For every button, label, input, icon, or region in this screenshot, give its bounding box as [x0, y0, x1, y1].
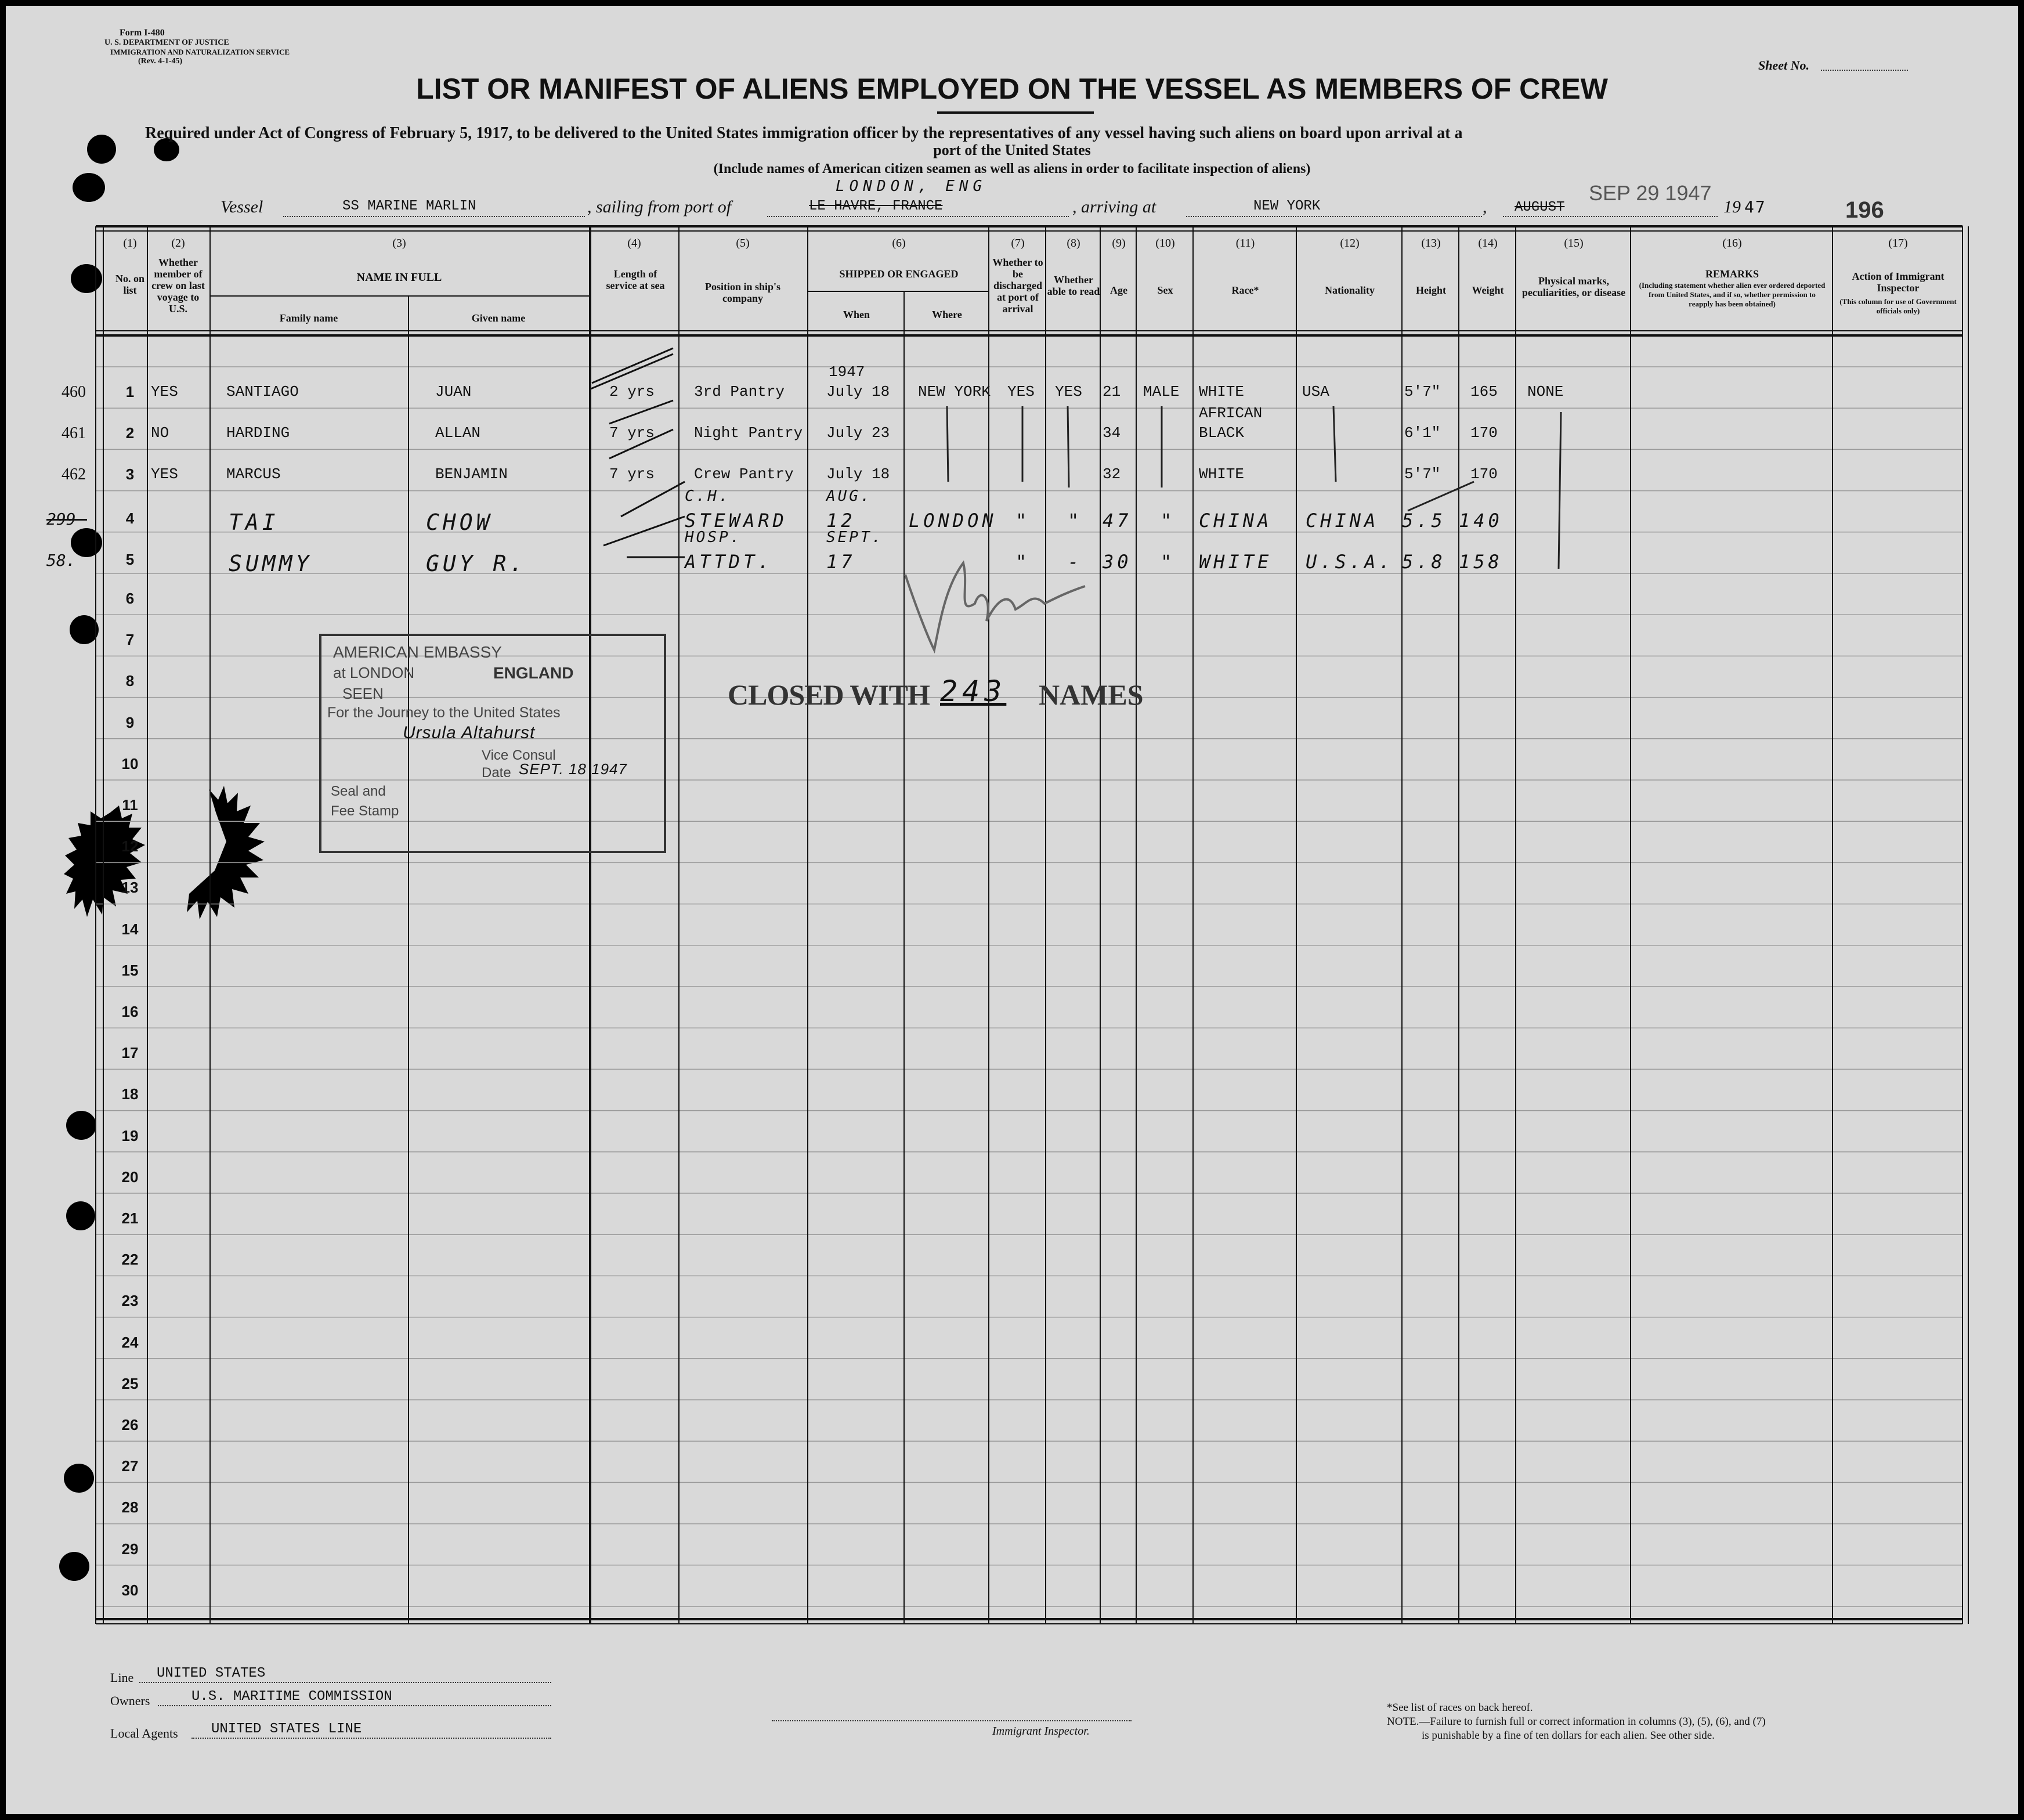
row-5-age: 30 — [1103, 550, 1132, 573]
row-4-race: CHINA — [1199, 509, 1273, 532]
col9-header: Age — [1110, 284, 1127, 296]
form-number: Form I-480 — [120, 28, 165, 38]
row-number: 7 — [125, 631, 135, 649]
department: U. S. DEPARTMENT OF JUSTICE — [104, 38, 229, 47]
col14-header: Weight — [1472, 284, 1504, 296]
col6b-header: Where — [932, 309, 962, 320]
col10-num: (10) — [1155, 237, 1175, 250]
row-number: 6 — [125, 590, 135, 607]
row-5-given: GUY R. — [426, 550, 527, 576]
row-2-when: July 23 — [826, 424, 890, 442]
row-2-height: 6'1" — [1404, 424, 1441, 442]
row-3-race: WHITE — [1199, 465, 1245, 483]
col6-header: SHIPPED OR ENGAGED — [839, 268, 959, 280]
col16-subheader: (Including statement whether alien ever ordered deported from United States, and if so, whether permission to reapply has been obtained) — [1639, 281, 1826, 308]
row-number: 17 — [121, 1044, 139, 1062]
row-3-no: 3 — [125, 465, 135, 483]
row-number: 23 — [121, 1292, 139, 1310]
embassy-stamp — [319, 634, 666, 853]
row-1-family: SANTIAGO — [226, 383, 299, 400]
row-number: 29 — [121, 1540, 139, 1558]
row-4-nationality: CHINA — [1306, 509, 1379, 532]
stamp-line2a: at LONDON — [333, 664, 415, 681]
row-4-discharged: " — [1015, 509, 1031, 532]
row-3-service: 7 yrs — [609, 465, 655, 483]
stamp-line4: For the Journey to the United States — [327, 705, 561, 721]
col3-header: NAME IN FULL — [356, 271, 442, 284]
row-1-nationality: USA — [1302, 383, 1329, 400]
row-3-weight: 170 — [1470, 465, 1498, 483]
row-5-height: 5.8 — [1402, 550, 1446, 573]
subtitle-3: (Include names of American citizen seamen as well as aliens in order to facilitate inspection of aliens) — [713, 161, 1311, 176]
col1-header: No. on list — [115, 273, 144, 296]
date-stamp: SEP 29 1947 — [1589, 181, 1712, 205]
manifest-sheet — [6, 6, 2018, 1814]
row-number: 24 — [121, 1333, 139, 1351]
row-3-when: July 18 — [826, 465, 890, 483]
closed-prefix: CLOSED WITH — [728, 678, 930, 711]
page-number: 196 — [1845, 197, 1884, 223]
row-5-position: ATTDT. — [685, 550, 773, 573]
col17-header: Action of Immigrant Inspector — [1852, 270, 1945, 294]
year-prefix: 19 — [1723, 197, 1741, 216]
row-number: 25 — [121, 1374, 139, 1392]
row-2-race: BLACK — [1199, 424, 1245, 442]
row-2-given: ALLAN — [435, 424, 481, 442]
closed-count: 243 — [940, 674, 1007, 708]
sheet-label: Sheet No. — [1758, 58, 1809, 73]
inspector-line — [772, 1720, 1132, 1721]
row-5-weight: 158 — [1459, 550, 1503, 573]
agents-label: Local Agents — [110, 1726, 178, 1740]
row-number: 14 — [121, 920, 139, 938]
row-4-weight: 140 — [1459, 509, 1503, 532]
row-1-race: WHITE — [1199, 383, 1245, 400]
row-number: 28 — [121, 1498, 139, 1516]
col5-header: Position in ship's company — [704, 281, 781, 304]
row-5-when-top: SEPT. — [826, 528, 884, 546]
note-2: NOTE.—Failure to furnish full or correct information in columns (3), (5), (6), and (7) — [1387, 1716, 1766, 1728]
row-1-discharged: YES — [1007, 383, 1035, 400]
port-handwritten: LONDON, ENG — [836, 178, 987, 195]
year: 47 — [1744, 197, 1766, 216]
row-2-no: 2 — [125, 424, 135, 442]
stamp-fee: Fee Stamp — [331, 803, 399, 819]
row-2-last: NO — [151, 424, 169, 442]
col4-header: Length of service at sea — [606, 268, 665, 291]
col8-num: (8) — [1067, 237, 1080, 250]
row-4-no: 4 — [125, 509, 135, 527]
row-4-when-top: AUG. — [826, 487, 872, 505]
stamp-line2b: ENGLAND — [493, 664, 574, 682]
col6a-header: When — [843, 309, 870, 320]
row-number: 19 — [121, 1126, 139, 1144]
row-number: 11 — [122, 796, 138, 814]
row-3-age: 32 — [1103, 465, 1121, 483]
row-number: 8 — [125, 672, 135, 690]
row-number: 22 — [121, 1251, 139, 1269]
col5-num: (5) — [736, 237, 750, 250]
vessel-name: SS MARINE MARLIN — [342, 198, 476, 214]
line-label: Line — [110, 1670, 134, 1685]
row-3-last: YES — [151, 465, 178, 483]
stamp-seal: Seal and — [331, 783, 386, 799]
row-1-given: JUAN — [435, 383, 472, 400]
col7-num: (7) — [1011, 237, 1025, 250]
form-title: LIST OR MANIFEST OF ALIENS EMPLOYED ON THE VESSEL AS MEMBERS OF CREW — [416, 73, 1608, 105]
subtitle-2: port of the United States — [933, 142, 1091, 158]
col8-header: Whether able to read — [1047, 274, 1100, 297]
owners-value: U.S. MARITIME COMMISSION — [191, 1689, 392, 1705]
row-number: 15 — [121, 961, 139, 979]
agents-underline — [191, 1738, 551, 1739]
stamp-date: SEPT. 18 1947 — [519, 760, 627, 778]
port-struck: LE HAVRE, FRANCE — [809, 198, 943, 214]
col7-header: Whether to be discharged at port of arrival — [992, 257, 1043, 315]
row-5-when: 17 — [826, 550, 856, 573]
col16-num: (16) — [1722, 237, 1742, 250]
row-1-sex: MALE — [1143, 383, 1180, 400]
revision: (Rev. 4-1-45) — [138, 57, 183, 66]
row-number: 26 — [121, 1416, 139, 1433]
row-4-height: 5.5 — [1402, 509, 1446, 532]
row-5-sex: " — [1161, 550, 1176, 573]
col2-header: Whether member of crew on last voyage to U.S. — [151, 257, 205, 315]
col6-num: (6) — [892, 237, 906, 250]
col12-num: (12) — [1340, 237, 1360, 250]
row-4-where: LONDON — [909, 509, 997, 532]
col3-num: (3) — [392, 237, 406, 250]
stamp-line1: AMERICAN EMBASSY — [333, 643, 502, 661]
row-number: 18 — [121, 1085, 139, 1103]
row-4-read: " — [1068, 509, 1083, 532]
col15-num: (15) — [1564, 237, 1584, 250]
month-struck: AUGUST — [1515, 200, 1565, 215]
row-2-weight: 170 — [1470, 424, 1498, 442]
row-5-margin: 58. — [46, 550, 76, 570]
row-2-service: 7 yrs — [609, 424, 655, 442]
stamp-line3: SEEN — [342, 685, 384, 702]
row-4-age: 47 — [1103, 509, 1132, 532]
row-1-where: NEW YORK — [918, 383, 991, 400]
sailing-label: , sailing from port of — [587, 197, 732, 216]
col13-num: (13) — [1421, 237, 1441, 250]
row-2-race-top: AFRICAN — [1199, 405, 1263, 423]
ditto-marks — [6, 6, 2018, 1814]
row-1-margin: 460 — [62, 383, 86, 401]
row-5-race: WHITE — [1199, 550, 1273, 573]
row-number: 30 — [121, 1581, 139, 1599]
service: IMMIGRATION AND NATURALIZATION SERVICE — [110, 48, 290, 56]
row-number: 10 — [121, 754, 139, 772]
col11-header: Race* — [1231, 284, 1259, 296]
row-1-weight: 165 — [1470, 383, 1498, 400]
row-2-family: HARDING — [226, 424, 290, 442]
row-5-no: 5 — [125, 550, 135, 568]
agents-value: UNITED STATES LINE — [211, 1721, 362, 1737]
row-2-position: Night Pantry — [694, 424, 803, 442]
col17-num: (17) — [1888, 237, 1908, 250]
row-1-service: 2 yrs — [609, 383, 655, 400]
row-2-margin: 461 — [62, 424, 86, 443]
note-1: *See list of races on back hereof. — [1387, 1702, 1533, 1714]
row-1-height: 5'7" — [1404, 383, 1441, 400]
row-4-sex: " — [1161, 509, 1176, 532]
row-4-given: CHOW — [426, 509, 493, 535]
row-2-age: 34 — [1103, 424, 1121, 442]
row-3-position: Crew Pantry — [694, 465, 794, 483]
row-3-margin: 462 — [62, 465, 86, 484]
col13-header: Height — [1416, 284, 1446, 296]
row-1-last: YES — [151, 383, 178, 400]
col16-header: REMARKS — [1705, 268, 1759, 280]
row-1-when: July 18 — [826, 383, 890, 400]
line-value: UNITED STATES — [157, 1666, 266, 1681]
row-4-when: 12 — [826, 509, 856, 532]
row-4-margin: 299 — [46, 509, 76, 529]
row-1-age: 21 — [1103, 383, 1121, 400]
inspector-label: Immigrant Inspector. — [992, 1725, 1090, 1738]
row-4-position: STEWARD — [685, 509, 787, 532]
row-1-marks: NONE — [1527, 383, 1564, 400]
col1-num: (1) — [123, 237, 137, 250]
row-3-family: MARCUS — [226, 465, 281, 483]
row-number: 20 — [121, 1168, 139, 1186]
row-5-family: SUMMY — [229, 550, 313, 576]
row-number: 9 — [125, 713, 135, 731]
col17-subheader: (This column for use of Government officials only) — [1839, 297, 1957, 315]
note-3: is punishable by a fine of ten dollars for each alien. See other side. — [1422, 1729, 1715, 1742]
arriving-label: , arriving at — [1072, 197, 1156, 216]
year-note: 1947 — [829, 363, 865, 381]
vessel-label: Vessel — [221, 197, 263, 216]
row-number: 16 — [121, 1003, 139, 1020]
row-number: 12 — [121, 837, 139, 855]
row-1-no: 1 — [125, 383, 135, 400]
row-number: 27 — [121, 1457, 139, 1475]
row-1-position: 3rd Pantry — [694, 383, 785, 400]
owners-underline — [158, 1705, 551, 1706]
col2-num: (2) — [171, 237, 185, 250]
col14-num: (14) — [1478, 237, 1498, 250]
stamp-vice: Vice Consul — [482, 748, 556, 763]
closed-suffix: NAMES — [1039, 678, 1144, 711]
col12-header: Nationality — [1324, 284, 1375, 296]
row-4-position-top: C.H. — [685, 487, 731, 505]
row-3-given: BENJAMIN — [435, 465, 508, 483]
row-number: 21 — [121, 1209, 139, 1227]
col3a-header: Family name — [279, 312, 338, 324]
arriving-port: NEW YORK — [1253, 198, 1321, 214]
col3b-header: Given name — [471, 312, 526, 324]
col4-num: (4) — [627, 237, 641, 250]
row-5-discharged: " — [1015, 550, 1031, 573]
col10-header: Sex — [1157, 284, 1173, 296]
row-4-family: TAI — [229, 509, 279, 535]
row-number: 13 — [121, 879, 139, 897]
col9-num: (9) — [1112, 237, 1126, 250]
stamp-signature: Ursula Altahurst — [403, 723, 536, 742]
row-1-read: YES — [1055, 383, 1082, 400]
owners-label: Owners — [110, 1693, 150, 1708]
row-3-height: 5'7" — [1404, 465, 1441, 483]
line-underline — [139, 1682, 551, 1683]
row-5-read: - — [1068, 550, 1083, 573]
row-5-position-top: HOSP. — [685, 528, 742, 546]
subtitle-1: Required under Act of Congress of February 5, 1917, to be delivered to the United States immigration officer by the representatives of any vessel having such aliens on board upon arrival at a — [145, 124, 1463, 142]
inspector-signature — [894, 551, 1103, 656]
col15-header: Physical marks, peculiarities, or disease — [1521, 275, 1626, 298]
row-5-nationality: U.S.A. — [1306, 550, 1394, 573]
col11-num: (11) — [1235, 237, 1255, 250]
stamp-date-label: Date — [482, 765, 511, 781]
comma: , — [1483, 197, 1487, 216]
